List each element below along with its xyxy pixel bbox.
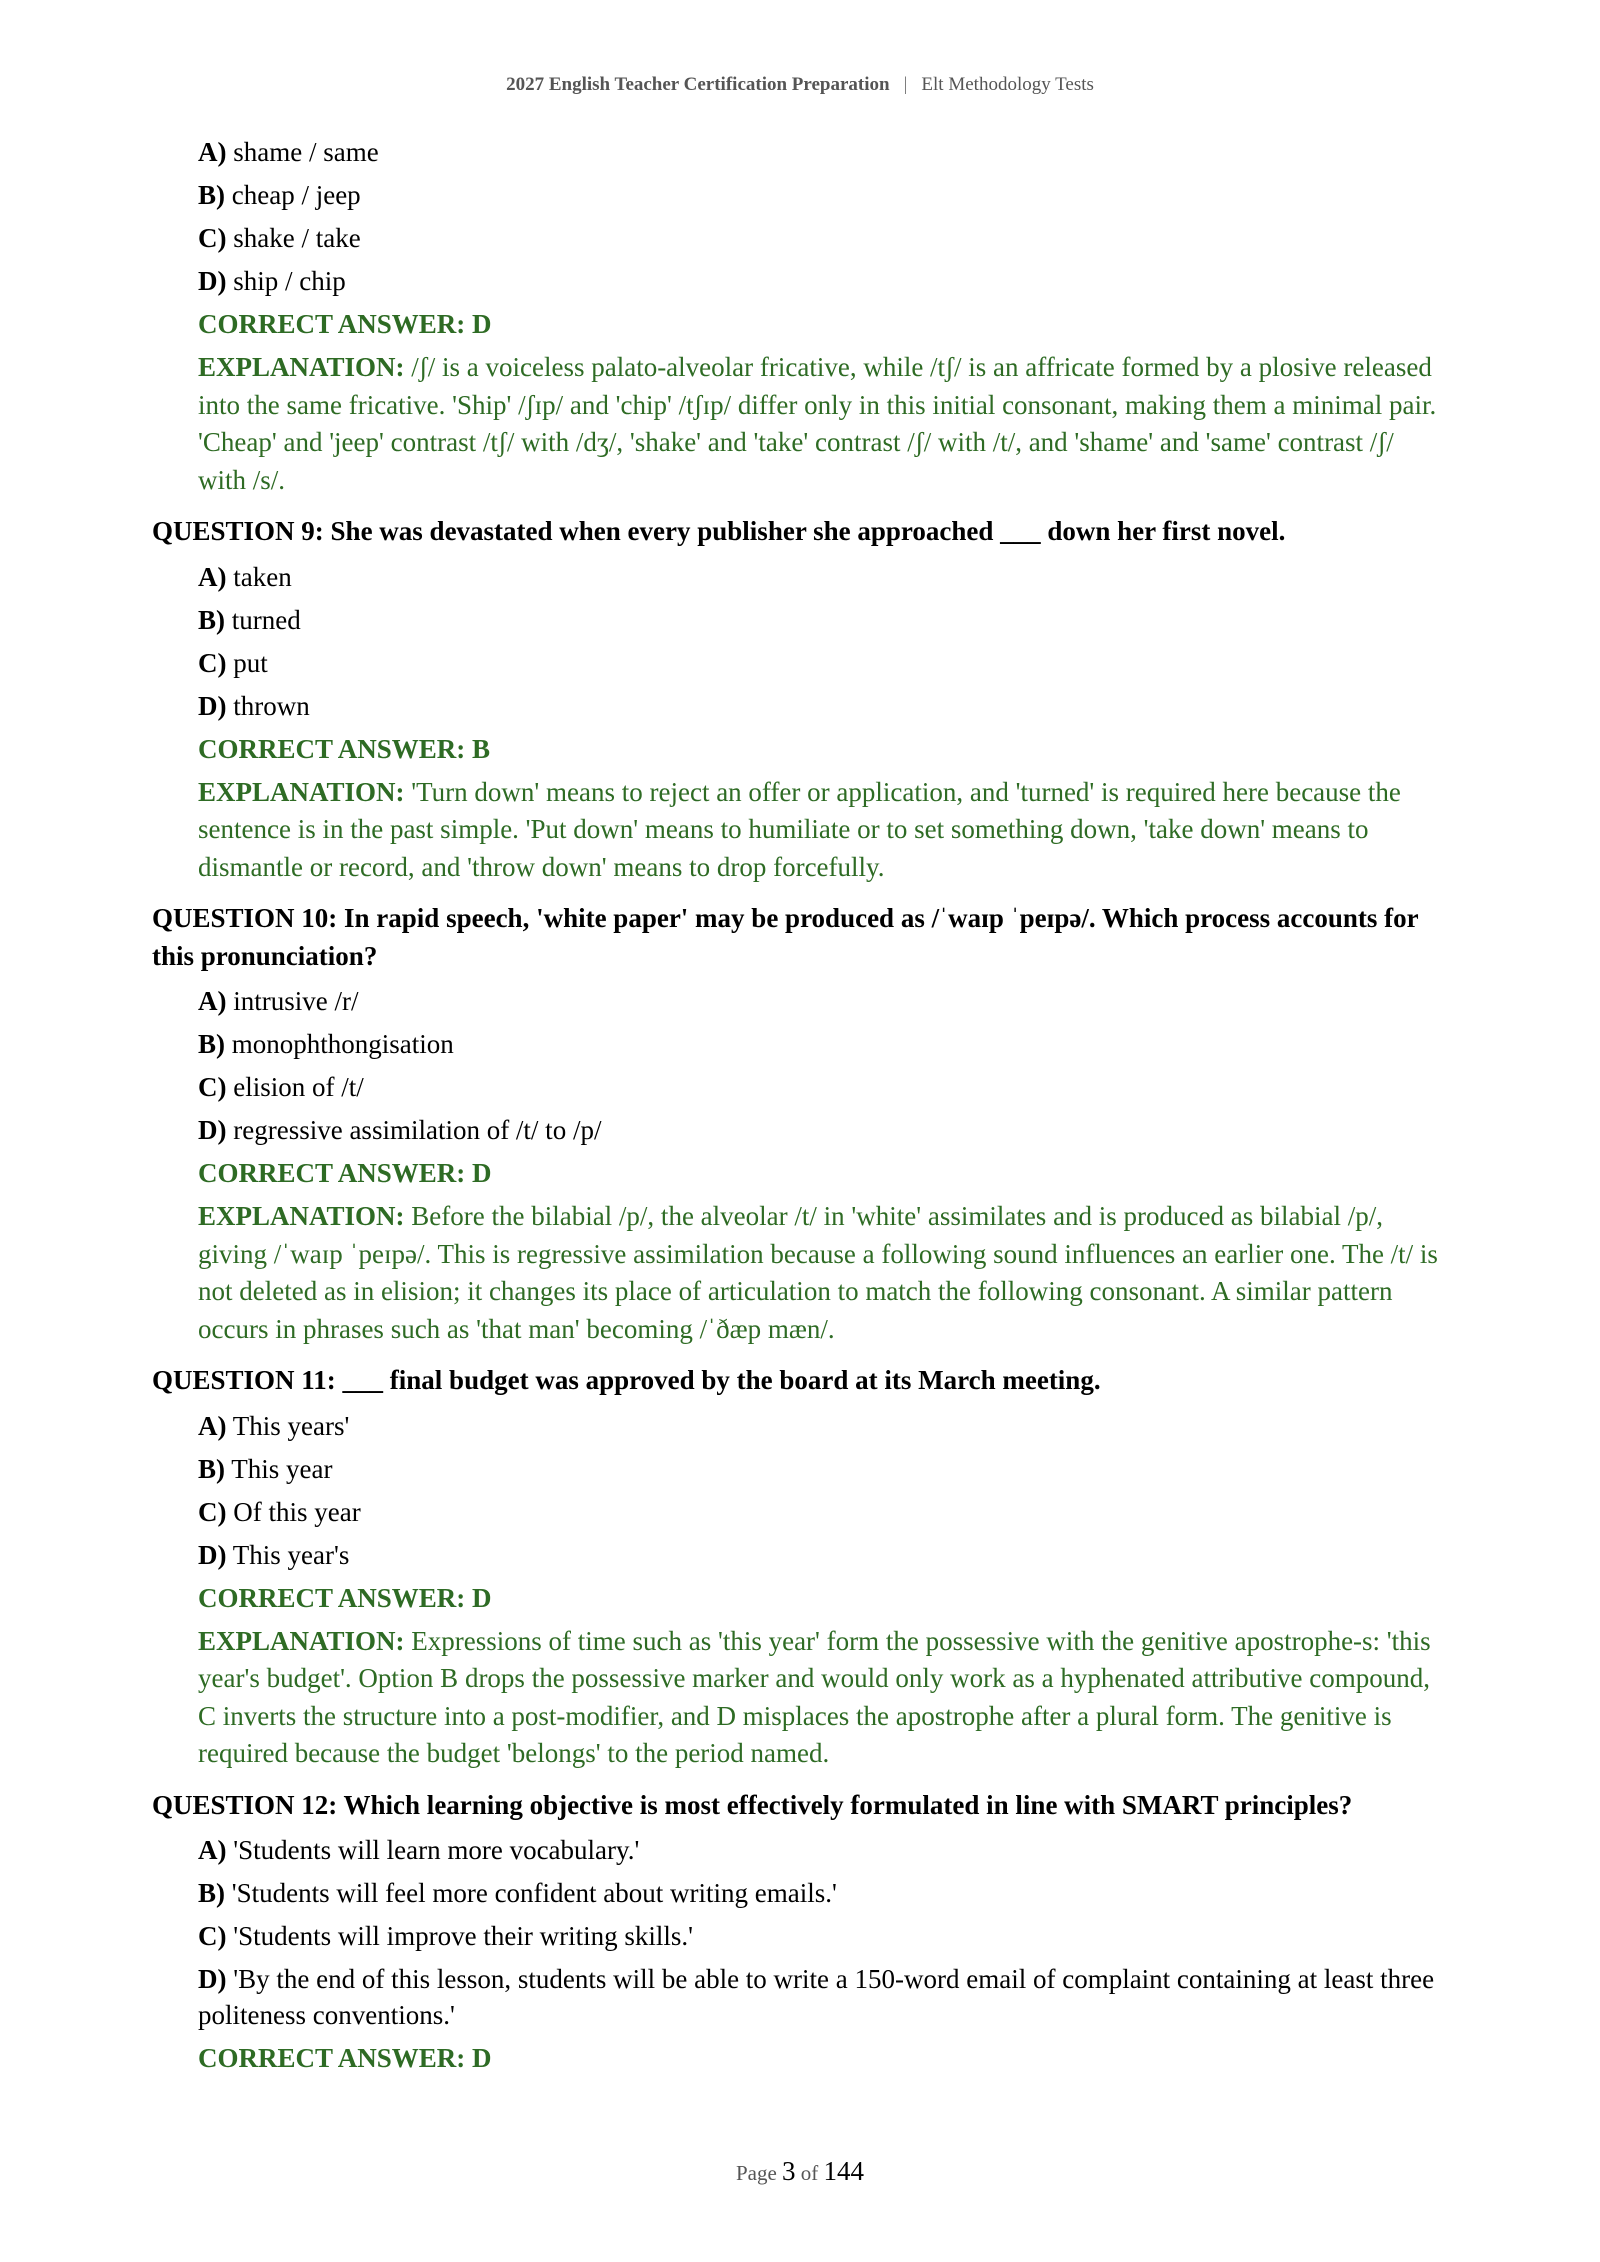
option-a: A) taken	[198, 561, 292, 592]
page-number: 3	[782, 2156, 796, 2186]
question-8-block	[152, 134, 1442, 499]
option-d: D) This year's	[198, 1539, 350, 1570]
correct-answer: CORRECT ANSWER: D	[198, 309, 492, 339]
page-word: Page	[735, 2161, 777, 2185]
header-section: Elt Methodology Tests	[921, 74, 1094, 95]
option-b: B) turned	[198, 604, 301, 635]
option-d: D) 'By the end of this lesson, students will be able to write a 150-word email of complaint containing at least three politeness conventions.'	[198, 1964, 1435, 2030]
option-d: D) ship / chip	[198, 266, 346, 296]
question-11-text: QUESTION 11: ___ final budget was approved by the board at its March meeting.	[152, 1365, 1101, 1395]
option-c: C) 'Students will improve their writing skills.'	[198, 1921, 693, 1951]
option-c: C) elision of /t/	[198, 1072, 364, 1102]
option-c: C) put	[198, 647, 268, 678]
question-10-block	[152, 900, 1442, 1348]
correct-answer: CORRECT ANSWER: B	[198, 733, 491, 764]
option-b: B) 'Students will feel more confident about writing emails.'	[198, 1878, 837, 1908]
question-12-block	[152, 1787, 1442, 2077]
of-word: of	[800, 2161, 819, 2185]
option-a: A) This years'	[198, 1410, 350, 1441]
option-d: D) regressive assimilation of /t/ to /p/	[198, 1115, 602, 1145]
explanation: EXPLANATION: /ʃ/ is a voiceless palato-alveolar fricative, while /tʃ/ is an affricate formed by a plosive released into the same fricative. 'Ship' /ʃɪp/ and 'chip' /tʃɪp/ differ only in this initial consonant, making them a minimal pair. 'Cheap' and 'jeep' contrast /tʃ/ with /dʒ/, 'shake' and 'take' contrast /ʃ/ with /t/, and 'shame' and 'same' contrast /ʃ/ with /s/.	[198, 352, 1437, 495]
question-10-text: QUESTION 10: In rapid speech, 'white paper' may be produced as /ˈwaɪp ˈpeɪpə/. Which process accounts for this pronunciation?	[152, 903, 1419, 971]
option-c: C) Of this year	[198, 1496, 361, 1527]
option-a: A) shame / same	[198, 137, 379, 167]
question-9-block	[152, 513, 1442, 886]
running-header	[0, 74, 1600, 96]
page-footer	[0, 2156, 1600, 2187]
correct-answer: CORRECT ANSWER: D	[198, 1158, 492, 1188]
option-c: C) shake / take	[198, 223, 361, 253]
explanation: EXPLANATION: Expressions of time such as 'this year' form the possessive with the genitive apostrophe-s: 'this year's budget'. Option B drops the possessive marker and would only work as a hyphenated attributive compound, C inverts the structure into a post-modifier, and D misplaces the apostrophe after a plural form. The genitive is required because the budget 'belongs' to the period named.	[198, 1625, 1431, 1768]
explanation: EXPLANATION: Before the bilabial /p/, the alveolar /t/ in 'white' assimilates and is produced as bilabial /p/, giving /ˈwaɪp ˈpeɪpə/. This is regressive assimilation because a following sound influences an earlier one. The /t/ is not deleted as in elision; it changes its place of articulation to match the following consonant. A similar pattern occurs in phrases such as 'that man' becoming /ˈðæp mæn/.	[198, 1201, 1438, 1344]
total-pages: 144	[823, 2156, 865, 2186]
option-a: A) intrusive /r/	[198, 986, 359, 1016]
header-separator: |	[903, 74, 908, 95]
option-d: D) thrown	[198, 690, 310, 721]
correct-answer: CORRECT ANSWER: D	[198, 1582, 492, 1613]
option-b: B) cheap / jeep	[198, 180, 361, 210]
page-content	[152, 134, 1442, 2083]
header-title: 2027 English Teacher Certification Preparation	[506, 74, 890, 95]
question-11-block	[152, 1362, 1442, 1773]
question-12-text: QUESTION 12: Which learning objective is most effectively formulated in line with SMART principles?	[152, 1789, 1353, 1820]
correct-answer: CORRECT ANSWER: D	[198, 2043, 492, 2073]
option-b: B) monophthongisation	[198, 1029, 454, 1059]
option-a: A) 'Students will learn more vocabulary.'	[198, 1835, 640, 1865]
question-9-text: QUESTION 9: She was devastated when every publisher she approached ___ down her first novel.	[152, 516, 1286, 546]
explanation: EXPLANATION: 'Turn down' means to reject an offer or application, and 'turned' is required here because the sentence is in the past simple. 'Put down' means to humiliate or to set something down, 'take down' means to dismantle or record, and 'throw down' means to drop forcefully.	[198, 776, 1401, 882]
option-b: B) This year	[198, 1453, 333, 1484]
